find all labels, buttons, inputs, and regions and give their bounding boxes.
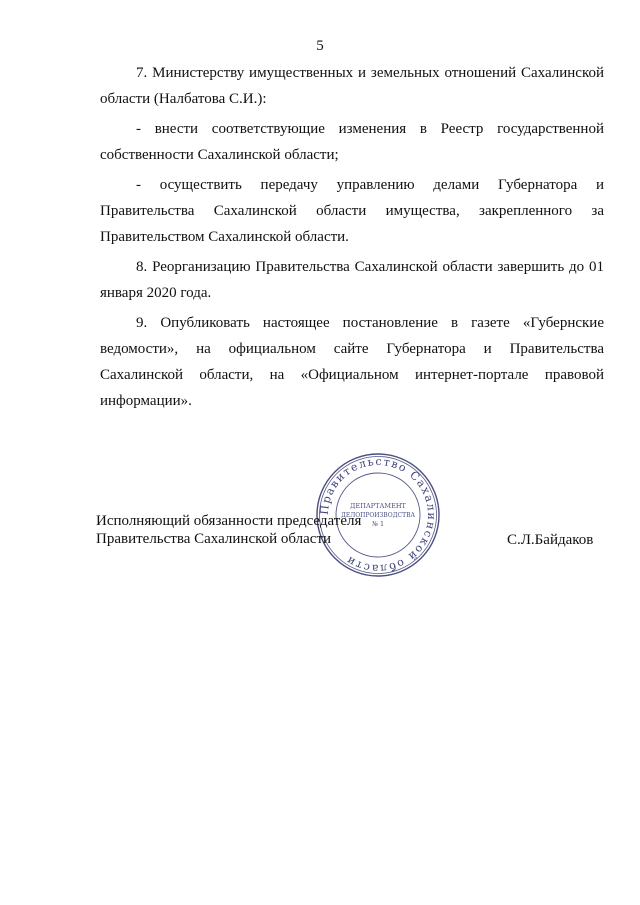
signatory-position-line2: Правительства Сахалинской области xyxy=(96,531,332,547)
svg-text:ДЕЛОПРОИЗВОДСТВА: ДЕЛОПРОИЗВОДСТВА xyxy=(340,512,416,519)
svg-text:№ 1: № 1 xyxy=(371,520,385,528)
paragraph-subitem-transfer: - осуществить передачу управлению делами Губернатора и Правительства Сахалинской области имущества, закрепленного за Правительством Сахалинской области. xyxy=(100,177,604,245)
paragraph-item-7: 7. Министерству имущественных и земельных отношений Сахалинской области (Налбатова С.И.): xyxy=(100,65,604,107)
document-body xyxy=(100,60,604,418)
signatory-name: С.Л.Байдаков xyxy=(507,532,594,548)
signatory-position-line1: Исполняющий обязанности председателя xyxy=(96,513,362,529)
paragraph-subitem-registry: - внести соответствующие изменения в Реестр государственной собственности Сахалинской области; xyxy=(100,121,604,163)
svg-text:ДЕПАРТАМЕНТ: ДЕПАРТАМЕНТ xyxy=(350,502,406,510)
signatory-position xyxy=(96,512,361,548)
paragraph-item-8: 8. Реорганизацию Правительства Сахалинской области завершить до 01 января 2020 года. xyxy=(100,259,604,301)
svg-text:Правительство Сахалинской обла: Правительство Сахалинской области xyxy=(317,454,439,576)
paragraph-item-9: 9. Опубликовать настоящее постановление в газете «Губернские ведомости», на официальном сайте Губернатора и Правительства Сахалинской области, на «Официальном интернет-портале правовой информации». xyxy=(100,315,604,409)
page-number: 5 xyxy=(316,38,324,54)
